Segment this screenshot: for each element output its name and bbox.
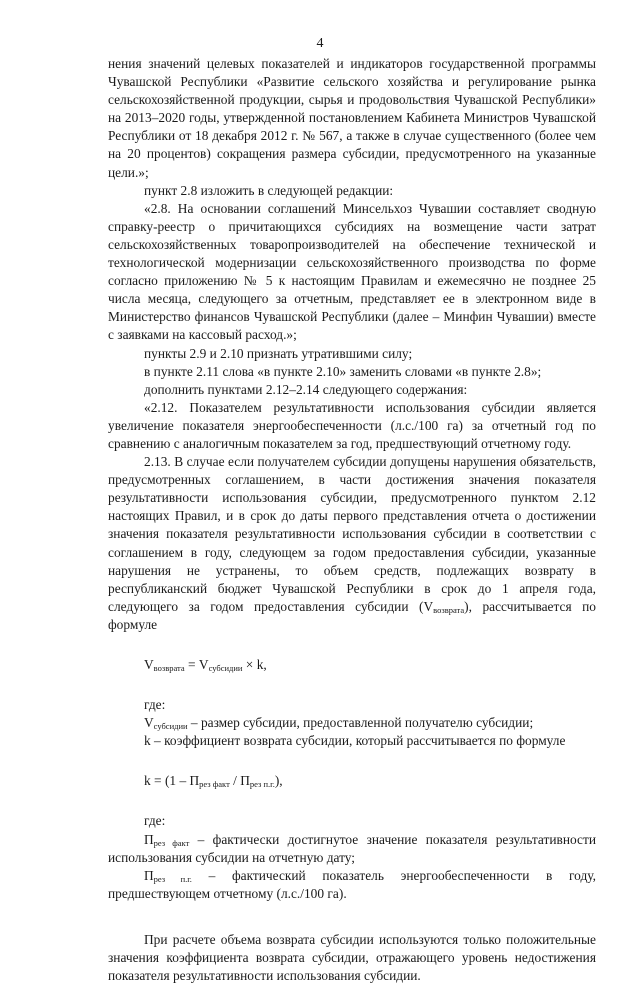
formula2-mid: / П — [229, 773, 250, 789]
formula-k — [108, 772, 596, 790]
definition-v-subsidy — [108, 714, 596, 732]
where-label-2: где: — [144, 813, 166, 829]
formula1-rhs: × k, — [242, 657, 267, 672]
def-v-sub: субсидии — [153, 721, 188, 732]
paragraph-points-2-9-2-10: пункты 2.9 и 2.10 признать утратившими силу; — [144, 345, 413, 361]
formula1-lhs: V — [144, 657, 154, 672]
paragraph-final: При расчете объема возврата субсидии используются только положительные значения коэффициента возврата субсидии, отражающего уровень недостижения показателя результативности использования субсидии. — [108, 931, 596, 984]
definition-p-pg — [108, 867, 596, 903]
def-ppg-text: – фактический показатель энергообеспеченности в году, предшествующем отчетному (л.с./100 га). — [108, 867, 596, 901]
formula2-sub1: рез факт — [199, 779, 230, 790]
def-v-symbol: V — [144, 715, 154, 731]
point-2-13-tail: ), рассчитывается по формуле — [108, 598, 597, 632]
document-body — [108, 55, 596, 985]
def-pfact-text: – фактически достигнутое значение показателя результативности использования субсидии на отчетную дату; — [108, 831, 597, 865]
paragraph-point-2-8: «2.8. На основании соглашений Минсельхоз Чувашии составляет сводную справку-реестр о причитающихся субсидиях на возмещение части затрат сельскохозяйственных товаропроизводителей на обеспечение технической и технологической модернизации сельскохозяйственного производства по форме согласно приложению № 5 к настоящим Правилам и ежемесячно не позднее 25 числа месяца, следующего за отчетным, представляет ее в электронном виде в Министерство финансов Чувашской Республики (далее – Минфин Чувашии) вместе с заявками на кассовый расход.»; — [108, 200, 596, 343]
point-2-13-text: 2.13. В случае если получателем субсидии допущены нарушения обязательств, предусмотренных соглашением, в части достижения значения показателя результативности использования субсидии, предусмотренного пунктом 2.12 настоящих Правил, и в срок до даты первого представления отчета о достижении значения показателя результативности использования субсидии в соответствии с соглашением в году, следующем за годом предоставления субсидии, указанные нарушения не устранены, то объем средств, подлежащих возврату в республиканский бюджет Чувашской Республики в срок до 1 апреля года, следующего за годом предоставления субсидии (V — [108, 454, 596, 614]
paragraph-point-2-11: в пункте 2.11 слова «в пункте 2.10» заменить словами «в пункте 2.8»; — [144, 363, 542, 379]
definition-k: k – коэффициент возврата субсидии, который рассчитывается по формуле — [144, 733, 566, 749]
def-v-text: – размер субсидии, предоставленной получателю субсидии; — [187, 715, 534, 731]
paragraph-point-2-13 — [108, 453, 596, 634]
def-pfact-sub: рез факт — [153, 837, 190, 848]
def-ppg-sub: рез п.г. — [153, 873, 192, 884]
paragraph-point-2-8-instruction: пункт 2.8 изложить в следующей редакции: — [144, 182, 394, 198]
formula1-lhs-sub: возврата — [153, 663, 185, 673]
paragraph-intro: нения значений целевых показателей и индикаторов государственной программы Чувашской Республики «Развитие сельского хозяйства и регулирование рынка сельскохозяйственной продукции, сырья и продовольствия Чувашской Республики» на 2013–2020 годы, утвержденной постановлением Кабинета Министров Чувашской Республики от 18 декабря 2012 г. № 567, а также в случае существенного (более чем на 20 процентов) сокращения размера субсидии, предусмотренного на указанные цели.»; — [108, 56, 596, 180]
formula2-end: ), — [274, 773, 283, 789]
point-2-13-subscript: возврата — [433, 604, 465, 615]
formula2-sub2: рез п.г. — [249, 779, 275, 790]
formula1-eq: = V — [184, 657, 209, 672]
definition-p-fact — [108, 831, 596, 867]
where-label-1: где: — [144, 697, 166, 713]
def-pfact-symbol: П — [144, 831, 154, 847]
formula1-rhs-sub: субсидии — [208, 663, 243, 673]
formula2-start: k = (1 – П — [144, 773, 200, 789]
def-ppg-symbol: П — [144, 867, 154, 883]
paragraph-supplement: дополнить пунктами 2.12–2.14 следующего содержания: — [144, 381, 468, 397]
paragraph-point-2-12: «2.12. Показателем результативности использования субсидии является увеличение показателя энергообеспеченности (л.с./100 га) за отчетный год по сравнению с аналогичным показателем за год, предшествующий отчетному году. — [108, 399, 596, 451]
formula-v-return — [108, 656, 596, 674]
page-number: 4 — [316, 36, 324, 51]
